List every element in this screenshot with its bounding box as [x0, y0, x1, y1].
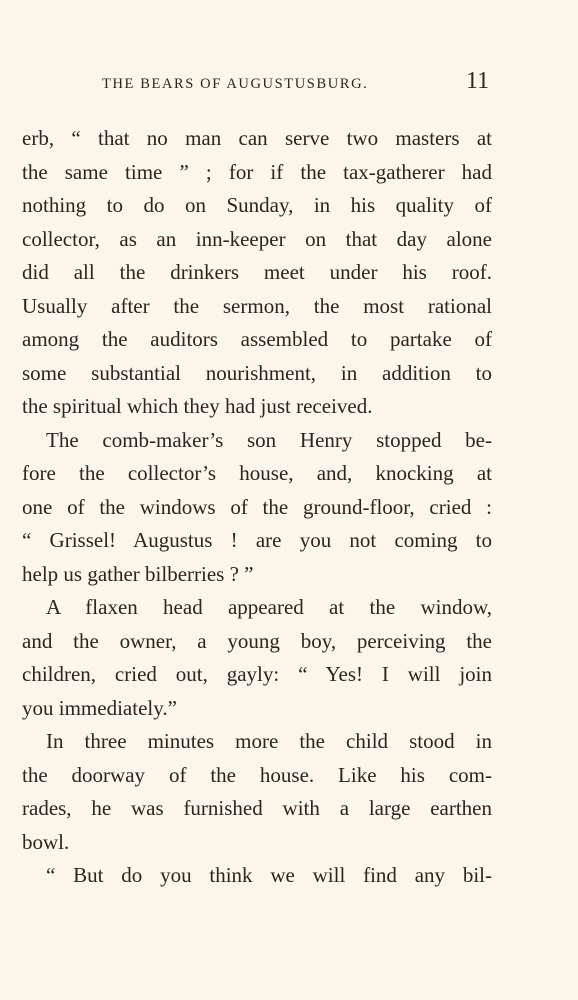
- text-line: “ But do you think we will find any bil-: [46, 863, 492, 887]
- text-line: erb, “ that no man can serve two masters at: [22, 126, 492, 150]
- text-line: the same time ” ; for if the tax-gatherer had: [22, 159, 492, 184]
- text-line: A flaxen head appeared at the window,: [46, 595, 492, 619]
- text-line: one of the windows of the ground-floor, cried :: [22, 494, 492, 519]
- text-line: children, cried out, gayly: “ Yes! I will join: [22, 662, 492, 686]
- running-title: THE BEARS OF AUGUSTUSBURG.: [102, 76, 369, 92]
- page-number: 11: [466, 68, 490, 94]
- text-line: Usually after the sermon, the most rational: [22, 293, 492, 318]
- text-line: rades, he was furnished with a large earthen: [22, 796, 492, 820]
- text-line: The comb-maker’s son Henry stopped be-: [46, 427, 492, 452]
- text-line: the doorway of the house. Like his com-: [22, 762, 492, 787]
- body-text: [22, 122, 492, 893]
- text-line: you immediately.”: [22, 695, 177, 720]
- text-line: among the auditors assembled to partake of: [22, 327, 492, 351]
- text-line: bowl.: [22, 829, 70, 854]
- text-line: the spiritual which they had just received.: [22, 394, 373, 418]
- text-line: collector, as an inn-keeper on that day alone: [22, 226, 492, 251]
- text-line: “ Grissel! Augustus ! are you not coming to: [22, 528, 492, 552]
- text-line: and the owner, a young boy, perceiving the: [22, 628, 492, 653]
- text-line: fore the collector’s house, and, knocking at: [22, 461, 492, 485]
- page-header: [0, 68, 578, 102]
- text-line: some substantial nourishment, in addition to: [22, 360, 492, 385]
- text-line: nothing to do on Sunday, in his quality of: [22, 193, 492, 217]
- text-line: In three minutes more the child stood in: [46, 729, 492, 753]
- text-line: did all the drinkers meet under his roof.: [22, 260, 492, 284]
- text-line: help us gather bilberries ? ”: [22, 561, 254, 586]
